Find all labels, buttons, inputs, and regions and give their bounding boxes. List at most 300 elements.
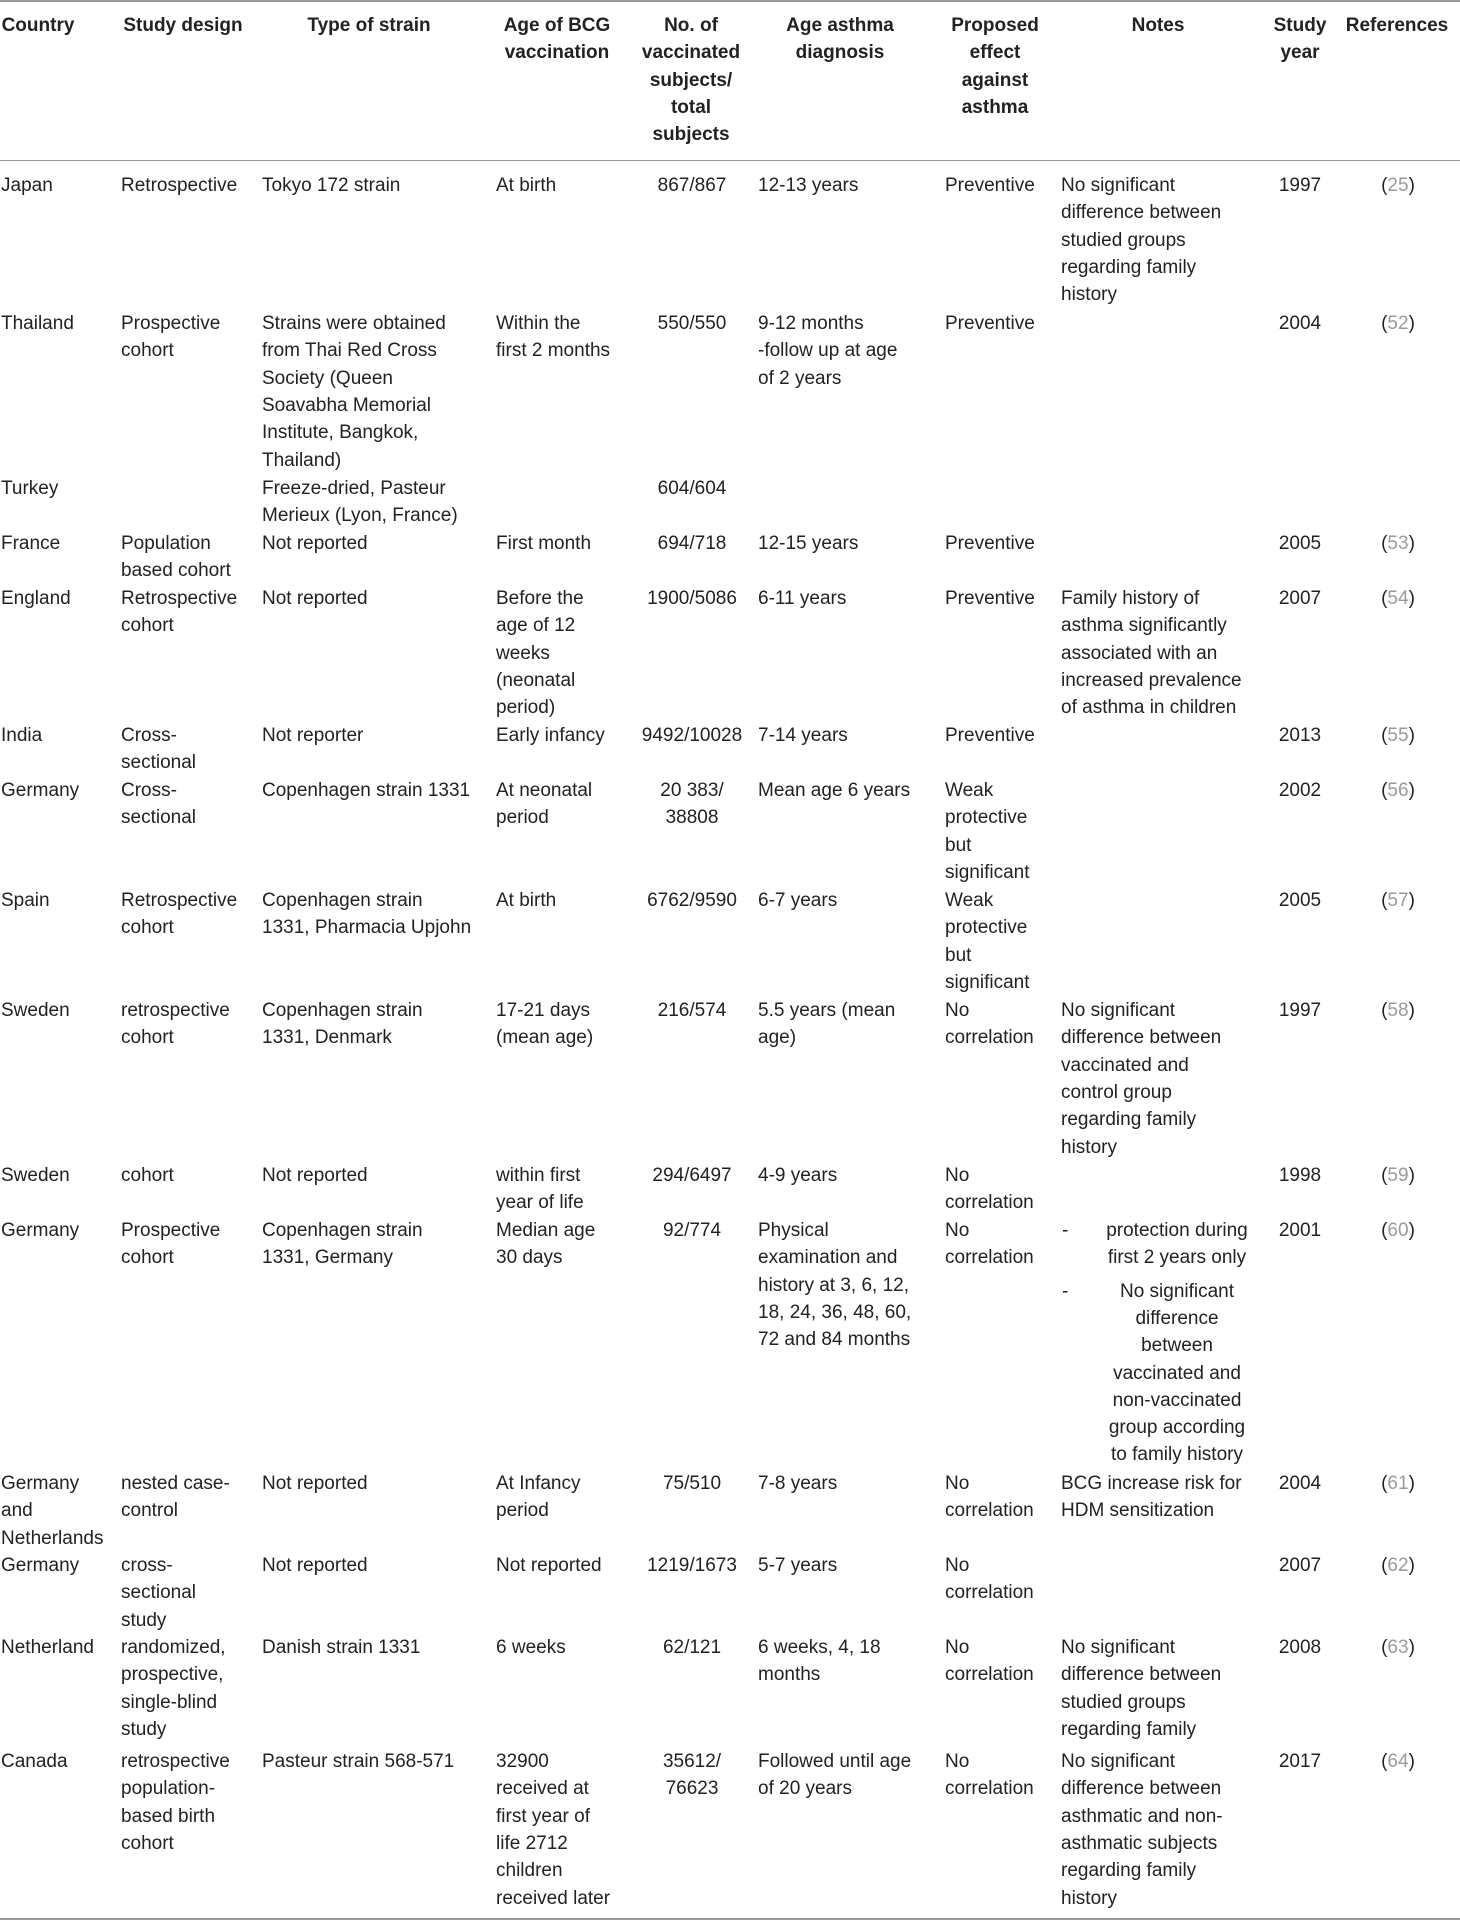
- table-cell-year: 2005: [1278, 890, 1322, 911]
- table-cell-notes: vaccinated and: [1113, 1362, 1241, 1384]
- table-cell-strain: Merieux (Lyon, France): [262, 505, 458, 527]
- table-cell-effect: significant: [945, 861, 1030, 883]
- table-cell-age-bcg: received at: [496, 1778, 589, 1800]
- table-cell-year: 1997: [1278, 1000, 1322, 1021]
- table-cell-effect: No: [945, 1555, 970, 1576]
- table-cell-design: cohort: [121, 615, 174, 637]
- table-cell-strain: Copenhagen strain 1331: [262, 780, 471, 801]
- table-cell-notes: HDM sensitization: [1061, 1500, 1215, 1522]
- table-cell-num: 92/774: [662, 1220, 722, 1241]
- table-cell-effect: correlation: [945, 1027, 1034, 1049]
- table-cell-notes: asthmatic and non-: [1061, 1805, 1223, 1827]
- reference-paren-close: ): [1408, 588, 1415, 609]
- column-header-effect: asthma: [961, 96, 1029, 118]
- column-header-num: No. of: [664, 15, 718, 36]
- table-cell-strain: Copenhagen strain: [262, 1000, 423, 1021]
- table-cell-year: 2007: [1278, 588, 1322, 609]
- reference-cell: [1338, 585, 1458, 612]
- table-cell-notes: between: [1141, 1335, 1213, 1357]
- table-cell-strain: Not reporter: [262, 725, 364, 746]
- table-cell-design: cohort: [121, 1165, 174, 1186]
- table-cell-notes: protection during: [1106, 1220, 1248, 1241]
- table-cell-notes: No significant: [1061, 175, 1176, 196]
- reference-paren-open: (: [1381, 1555, 1388, 1576]
- table-cell-effect: correlation: [945, 1247, 1034, 1269]
- table-cell-design: Retrospective: [121, 175, 238, 196]
- column-header-effect: against: [961, 69, 1029, 91]
- table-cell-effect: No: [945, 1165, 970, 1186]
- table-cell-country: Netherlands: [1, 1527, 104, 1549]
- reference-paren-close: ): [1408, 175, 1415, 196]
- table-cell-notes: vaccinated and: [1061, 1054, 1189, 1076]
- table-cell-design: study: [121, 1609, 167, 1631]
- table-cell-age-asthma: 18, 24, 36, 48, 60,: [758, 1301, 912, 1323]
- table-cell-effect: Preventive: [945, 313, 1035, 334]
- table-cell-age-bcg: received later: [496, 1887, 611, 1909]
- reference-paren-close: ): [1408, 533, 1415, 554]
- table-cell-design: sectional: [121, 1582, 196, 1604]
- reference-link[interactable]: 63: [1387, 1637, 1409, 1658]
- reference-paren-close: ): [1408, 780, 1415, 801]
- reference-link[interactable]: 25: [1387, 175, 1409, 196]
- reference-cell: [1338, 1217, 1458, 1244]
- table-cell-age-asthma: -follow up at age: [758, 340, 898, 362]
- table-cell-age-asthma: months: [758, 1664, 821, 1686]
- column-header-strain: Type of strain: [307, 15, 431, 36]
- table-cell-age-bcg: At birth: [496, 890, 557, 911]
- table-cell-design: cohort: [121, 917, 174, 939]
- column-header-year: Study: [1273, 15, 1327, 36]
- table-cell-age-asthma: 7-8 years: [758, 1473, 838, 1494]
- reference-paren-open: (: [1381, 1220, 1388, 1241]
- notes-bullet-dash: -: [1062, 1280, 1069, 1302]
- table-cell-age-asthma: examination and: [758, 1247, 898, 1269]
- reference-cell: [1338, 172, 1458, 199]
- reference-paren-open: (: [1381, 780, 1388, 801]
- table-cell-year: 2013: [1278, 725, 1322, 746]
- table-cell-notes: BCG increase risk for: [1061, 1473, 1242, 1494]
- table-cell-notes: history: [1061, 1136, 1117, 1158]
- table-cell-age-bcg: year of life: [496, 1192, 584, 1214]
- table-cell-design: Retrospective: [121, 588, 238, 609]
- table-cell-country: Sweden: [1, 1000, 70, 1021]
- reference-paren-open: (: [1381, 313, 1388, 334]
- table-cell-age-bcg: 6 weeks: [496, 1637, 566, 1658]
- table-cell-year: 2008: [1278, 1637, 1322, 1658]
- column-header-num: vaccinated: [641, 42, 741, 64]
- reference-paren-open: (: [1381, 1165, 1388, 1186]
- reference-paren-close: ): [1408, 890, 1415, 911]
- table-cell-age-bcg: first 2 months: [496, 340, 611, 362]
- table-cell-effect: No: [945, 1751, 970, 1772]
- column-header-effect: effect: [969, 42, 1021, 64]
- table-cell-age-bcg: weeks: [496, 642, 550, 664]
- table-cell-effect: Weak: [945, 890, 994, 911]
- table-cell-effect: No: [945, 1220, 970, 1241]
- table-cell-design: control: [121, 1500, 179, 1522]
- table-cell-age-asthma: 72 and 84 months: [758, 1329, 911, 1351]
- table-cell-age-bcg: life 2712: [496, 1832, 568, 1854]
- table-cell-design: based birth: [121, 1805, 216, 1827]
- table-cell-effect: Weak: [945, 780, 994, 801]
- table-cell-age-bcg: period: [496, 807, 549, 829]
- table-cell-strain: Not reported: [262, 1165, 368, 1186]
- reference-paren-close: ): [1408, 1555, 1415, 1576]
- table-cell-age-bcg: Median age: [496, 1220, 596, 1241]
- table-cell-age-asthma: history at 3, 6, 12,: [758, 1274, 910, 1296]
- table-cell-strain: 1331, Pharmacia Upjohn: [262, 917, 472, 939]
- table-cell-strain: 1331, Germany: [262, 1247, 393, 1269]
- table-cell-age-asthma: 6-11 years: [758, 588, 847, 609]
- table-cell-num: 550/550: [657, 313, 727, 334]
- table-cell-strain: from Thai Red Cross: [262, 340, 437, 362]
- table-cell-year: 2002: [1278, 780, 1322, 801]
- table-cell-year: 1997: [1278, 175, 1322, 196]
- table-cell-age-bcg: age of 12: [496, 615, 576, 637]
- table-cell-age-bcg: At Infancy: [496, 1473, 581, 1494]
- table-cell-effect: No: [945, 1473, 970, 1494]
- reference-cell: [1338, 997, 1458, 1024]
- column-header-effect: Proposed: [951, 15, 1039, 36]
- table-cell-strain: Not reported: [262, 588, 368, 609]
- table-cell-age-asthma: 5.5 years (mean: [758, 1000, 896, 1021]
- table-cell-effect: protective: [945, 917, 1028, 939]
- table-cell-age-bcg: 32900: [496, 1751, 549, 1772]
- reference-paren-open: (: [1381, 588, 1388, 609]
- rule-line: [0, 0, 1460, 2]
- rule-line: [0, 160, 1460, 161]
- table-cell-strain: 1331, Denmark: [262, 1027, 392, 1049]
- reference-paren-open: (: [1381, 890, 1388, 911]
- table-cell-age-asthma: Followed until age: [758, 1751, 912, 1772]
- table-cell-notes: regarding family: [1061, 1718, 1197, 1740]
- table-cell-strain: Not reported: [262, 1473, 368, 1494]
- table-cell-design: cohort: [121, 1027, 174, 1049]
- table-cell-notes: studied groups: [1061, 229, 1186, 251]
- table-cell-num: 216/574: [657, 1000, 727, 1021]
- column-header-num: subjects/: [649, 69, 733, 91]
- table-cell-num: 62/121: [662, 1637, 722, 1658]
- table-cell-effect: Preventive: [945, 725, 1035, 746]
- reference-link[interactable]: 55: [1387, 725, 1409, 746]
- table-cell-design: population-: [121, 1778, 216, 1800]
- table-cell-num: 867/867: [657, 175, 727, 196]
- column-header-age-bcg: vaccination: [504, 42, 610, 64]
- table-cell-country: Turkey: [1, 478, 59, 499]
- table-cell-strain: Freeze-dried, Pasteur: [262, 478, 446, 499]
- table-cell-design: Prospective: [121, 313, 221, 334]
- table-cell-notes: increased prevalence: [1061, 669, 1242, 691]
- reference-paren-open: (: [1381, 725, 1388, 746]
- table-cell-notes: difference between: [1061, 1778, 1222, 1800]
- table-cell-design: cohort: [121, 1832, 174, 1854]
- table-cell-notes: asthmatic subjects: [1061, 1832, 1218, 1854]
- reference-link[interactable]: 62: [1387, 1555, 1409, 1576]
- column-header-country: Country: [1, 15, 75, 36]
- table-cell-country: and: [1, 1500, 33, 1522]
- column-header-year: year: [1280, 42, 1320, 64]
- table-cell-country: France: [1, 533, 61, 554]
- table-cell-notes: difference between: [1061, 1664, 1222, 1686]
- reference-link[interactable]: 54: [1387, 588, 1409, 609]
- table-cell-strain: Society (Queen: [262, 367, 393, 389]
- table-cell-design: study: [121, 1718, 167, 1740]
- reference-paren-close: ): [1408, 1220, 1415, 1241]
- table-cell-strain: Copenhagen strain: [262, 1220, 423, 1241]
- table-cell-effect: correlation: [945, 1192, 1034, 1214]
- reference-cell: [1338, 1470, 1458, 1497]
- table-cell-age-asthma: 6 weeks, 4, 18: [758, 1637, 881, 1658]
- table-cell-age-bcg: period): [496, 697, 556, 719]
- table-cell-design: Cross-: [121, 780, 177, 801]
- table-cell-num: 6762/9590: [647, 890, 737, 911]
- table-cell-design: Population: [121, 533, 211, 554]
- table-cell-notes: No significant: [1061, 1000, 1176, 1021]
- table-cell-notes: No significant: [1061, 1751, 1176, 1772]
- reference-cell: [1338, 310, 1458, 337]
- table-cell-num: 75/510: [662, 1473, 722, 1494]
- table-cell-strain: Pasteur strain 568-571: [262, 1751, 455, 1772]
- reference-link[interactable]: 53: [1387, 533, 1409, 554]
- reference-paren-open: (: [1381, 1751, 1388, 1772]
- table-cell-age-asthma: of 2 years: [758, 367, 842, 389]
- table-cell-age-asthma: of 20 years: [758, 1778, 852, 1800]
- reference-link[interactable]: 52: [1387, 313, 1409, 334]
- table-cell-notes: No significant: [1119, 1280, 1235, 1302]
- table-cell-num: 294/6497: [652, 1165, 732, 1186]
- reference-paren-close: ): [1408, 1000, 1415, 1021]
- reference-cell: [1338, 1552, 1458, 1579]
- column-header-num: total: [670, 96, 712, 118]
- table-cell-country: Germany: [1, 780, 80, 801]
- table-cell-notes: No significant: [1061, 1637, 1176, 1658]
- rule-line: [0, 1918, 1460, 1920]
- table-cell-age-asthma: 12-13 years: [758, 175, 859, 196]
- table-cell-design: cross-: [121, 1555, 173, 1576]
- table-cell-notes: regarding family: [1061, 1860, 1197, 1882]
- table-cell-age-bcg: 17-21 days: [496, 1000, 591, 1021]
- table-cell-strain: Soavabha Memorial: [262, 394, 431, 416]
- table-cell-notes: regarding family: [1061, 1109, 1197, 1131]
- table-cell-strain: Institute, Bangkok,: [262, 422, 419, 444]
- table-cell-age-bcg: First month: [496, 533, 592, 554]
- table-cell-notes: group according: [1108, 1417, 1246, 1439]
- table-cell-notes: associated with an: [1061, 642, 1218, 664]
- table-cell-design: single-blind: [121, 1691, 218, 1713]
- table-cell-num: 604/604: [657, 478, 727, 499]
- table-cell-num: 35612/: [662, 1751, 722, 1772]
- table-cell-age-asthma: 7-14 years: [758, 725, 848, 746]
- table-cell-age-bcg: period: [496, 1500, 549, 1522]
- reference-cell: [1338, 1634, 1458, 1661]
- table-cell-num: 9492/10028: [641, 725, 743, 746]
- table-cell-country: Thailand: [1, 313, 74, 334]
- table-cell-num: 38808: [665, 807, 719, 829]
- table-cell-num: 20 383/: [660, 780, 724, 801]
- table-cell-strain: Danish strain 1331: [262, 1637, 421, 1658]
- table-cell-country: England: [1, 588, 71, 609]
- reference-cell: [1338, 1748, 1458, 1775]
- reference-cell: [1338, 530, 1458, 557]
- table-cell-age-asthma: Mean age 6 years: [758, 780, 911, 801]
- reference-paren-close: ): [1408, 1473, 1415, 1494]
- table-cell-num: 1219/1673: [647, 1555, 737, 1576]
- table-cell-age-asthma: 4-9 years: [758, 1165, 838, 1186]
- table-cell-strain: Strains were obtained: [262, 313, 446, 334]
- reference-link[interactable]: 61: [1387, 1473, 1409, 1494]
- table-cell-age-asthma: 9-12 months: [758, 313, 864, 334]
- table-cell-age-bcg: first year of: [496, 1805, 590, 1827]
- table-cell-year: 2007: [1278, 1555, 1322, 1576]
- reference-link[interactable]: 58: [1387, 1000, 1409, 1021]
- table-cell-notes: difference: [1135, 1307, 1219, 1329]
- column-header-refs: References: [1345, 15, 1449, 36]
- column-header-num: subjects: [652, 124, 730, 146]
- table-cell-notes: control group: [1061, 1081, 1172, 1103]
- table-cell-effect: Preventive: [945, 533, 1035, 554]
- table-cell-effect: No: [945, 1000, 970, 1021]
- column-header-notes: Notes: [1131, 15, 1185, 36]
- table-cell-age-asthma: Physical: [758, 1220, 829, 1241]
- column-header-design: Study design: [123, 15, 243, 36]
- table-cell-notes: regarding family: [1061, 256, 1197, 278]
- reference-paren-open: (: [1381, 1473, 1388, 1494]
- table-cell-country: India: [1, 725, 43, 746]
- table-cell-design: nested case-: [121, 1473, 230, 1494]
- table-cell-country: Netherland: [1, 1637, 94, 1658]
- table-cell-age-asthma: 5-7 years: [758, 1555, 838, 1576]
- reference-link[interactable]: 60: [1387, 1220, 1409, 1241]
- table-cell-design: retrospective: [121, 1751, 230, 1772]
- table-cell-effect: correlation: [945, 1582, 1034, 1604]
- table-cell-country: Canada: [1, 1751, 68, 1772]
- reference-paren-close: ): [1408, 1637, 1415, 1658]
- table-cell-country: Germany: [1, 1555, 80, 1576]
- table-cell-age-bcg: Early infancy: [496, 725, 605, 746]
- table-cell-effect: No: [945, 1637, 970, 1658]
- table-cell-notes: non-vaccinated: [1112, 1389, 1242, 1411]
- table-cell-age-bcg: within first: [496, 1165, 581, 1186]
- reference-link[interactable]: 64: [1387, 1751, 1409, 1772]
- table-cell-age-bcg: Before the: [496, 588, 584, 609]
- reference-paren-close: ): [1408, 1165, 1415, 1186]
- table-cell-age-bcg: 30 days: [496, 1247, 563, 1269]
- reference-paren-close: ): [1408, 1751, 1415, 1772]
- table-cell-strain: Copenhagen strain: [262, 890, 423, 911]
- reference-paren-open: (: [1381, 533, 1388, 554]
- table-cell-notes: Family history of: [1061, 588, 1200, 609]
- table-cell-notes: difference between: [1061, 1027, 1222, 1049]
- table-cell-year: 2004: [1278, 313, 1322, 334]
- reference-cell: [1338, 887, 1458, 914]
- table-cell-notes: to family history: [1111, 1444, 1243, 1466]
- table-cell-notes: of asthma in children: [1061, 697, 1237, 719]
- table-cell-effect: but: [945, 944, 972, 966]
- table-cell-design: based cohort: [121, 560, 231, 582]
- table-cell-effect: correlation: [945, 1500, 1034, 1522]
- table-cell-country: Germany: [1, 1473, 80, 1494]
- reference-paren-close: ): [1408, 313, 1415, 334]
- table-cell-notes: history: [1061, 284, 1117, 306]
- reference-paren-open: (: [1381, 1637, 1388, 1658]
- table-cell-strain: Tokyo 172 strain: [262, 175, 401, 196]
- table-cell-age-bcg: Not reported: [496, 1555, 602, 1576]
- table-cell-year: 2017: [1278, 1751, 1322, 1772]
- table-cell-effect: Preventive: [945, 588, 1035, 609]
- table-cell-age-asthma: 6-7 years: [758, 890, 838, 911]
- reference-link[interactable]: 59: [1387, 1165, 1409, 1186]
- table-cell-design: cohort: [121, 340, 174, 362]
- reference-link[interactable]: 56: [1387, 780, 1409, 801]
- table-cell-effect: but: [945, 834, 972, 856]
- notes-bullet-dash: -: [1062, 1220, 1069, 1241]
- reference-link[interactable]: 57: [1387, 890, 1409, 911]
- table-cell-design: Prospective: [121, 1220, 221, 1241]
- table-cell-notes: studied groups: [1061, 1691, 1186, 1713]
- reference-paren-open: (: [1381, 175, 1388, 196]
- table-cell-country: Spain: [1, 890, 50, 911]
- table-cell-effect: correlation: [945, 1778, 1034, 1800]
- reference-cell: [1338, 777, 1458, 804]
- reference-cell: [1338, 722, 1458, 749]
- table-cell-strain: Not reported: [262, 533, 368, 554]
- table-cell-design: sectional: [121, 807, 196, 829]
- table-cell-num: 1900/5086: [647, 588, 737, 609]
- table-cell-age-asthma: age): [758, 1027, 797, 1049]
- table-cell-design: cohort: [121, 1247, 174, 1269]
- table-cell-country: Japan: [1, 175, 53, 196]
- table-cell-age-bcg: (mean age): [496, 1027, 594, 1049]
- table-cell-design: Cross-: [121, 725, 177, 746]
- table-cell-country: Germany: [1, 1220, 80, 1241]
- table-cell-strain: Not reported: [262, 1555, 368, 1576]
- reference-paren-close: ): [1408, 725, 1415, 746]
- table-cell-notes: history: [1061, 1887, 1117, 1909]
- table-cell-num: 694/718: [657, 533, 727, 554]
- table-cell-effect: protective: [945, 807, 1028, 829]
- table-cell-age-bcg: At birth: [496, 175, 557, 196]
- table-cell-country: Sweden: [1, 1165, 70, 1186]
- table-cell-year: 2005: [1278, 533, 1322, 554]
- table-cell-age-bcg: At neonatal: [496, 780, 593, 801]
- table-cell-year: 2004: [1278, 1473, 1322, 1494]
- table-cell-notes: asthma significantly: [1061, 615, 1227, 637]
- table-cell-num: 76623: [665, 1778, 719, 1800]
- table-cell-design: sectional: [121, 752, 196, 774]
- table-cell-strain: Thailand): [262, 449, 342, 471]
- table-cell-age-bcg: Within the: [496, 313, 581, 334]
- column-header-age-bcg: Age of BCG: [503, 15, 611, 36]
- table-cell-age-bcg: children: [496, 1860, 563, 1882]
- table-cell-year: 2001: [1278, 1220, 1322, 1241]
- table-cell-effect: significant: [945, 971, 1030, 993]
- table-cell-design: retrospective: [121, 1000, 230, 1021]
- table-cell-notes: first 2 years only: [1107, 1247, 1247, 1269]
- column-header-age-asthma: Age asthma: [786, 15, 894, 36]
- table-cell-age-bcg: (neonatal: [496, 669, 576, 691]
- table-cell-design: prospective,: [121, 1664, 224, 1686]
- table-cell-effect: Preventive: [945, 175, 1035, 196]
- column-header-age-asthma: diagnosis: [795, 42, 885, 64]
- table-cell-notes: difference between: [1061, 202, 1222, 224]
- table-cell-effect: correlation: [945, 1664, 1034, 1686]
- table-cell-design: Retrospective: [121, 890, 238, 911]
- table-cell-age-asthma: 12-15 years: [758, 533, 859, 554]
- table-cell-design: randomized,: [121, 1637, 226, 1658]
- reference-cell: [1338, 1162, 1458, 1189]
- table-cell-year: 1998: [1278, 1165, 1322, 1186]
- reference-paren-open: (: [1381, 1000, 1388, 1021]
